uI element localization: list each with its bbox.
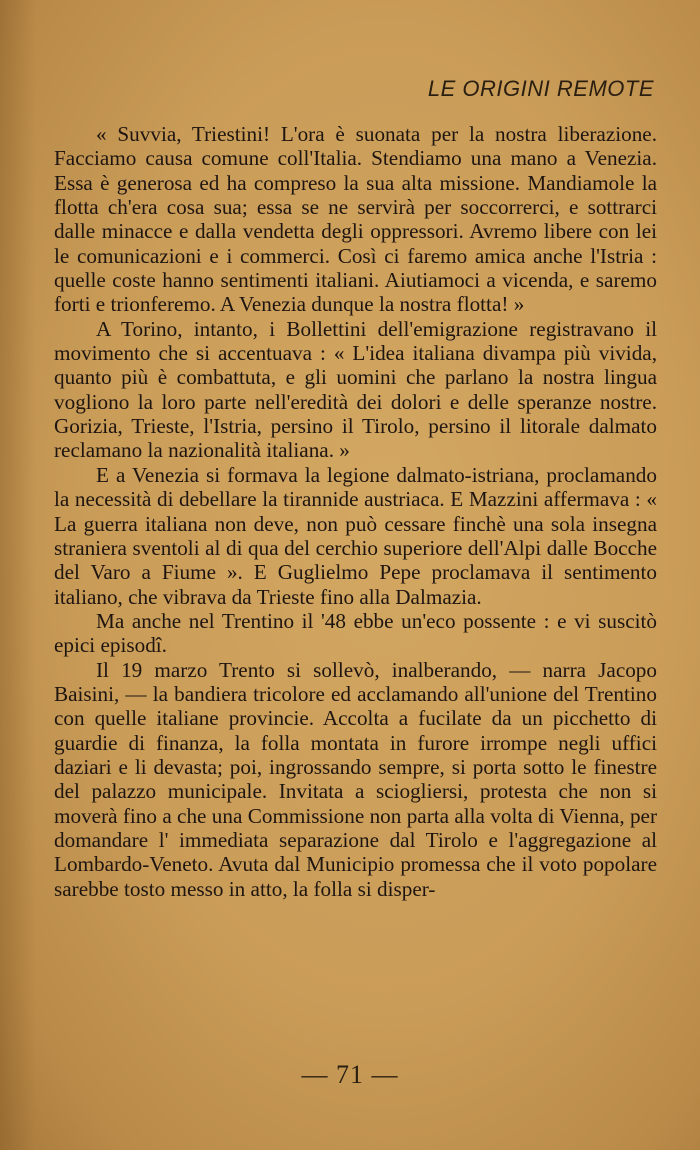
paragraph: A Torino, intanto, i Bollettini dell'emigrazione registravano il movimento che si accentuava : « L'idea italiana divampa più vivida, quanto più è combattuta, e gli uomini che parlano la nostra lingua vogliono la loro parte nell'eredità dei dolori e delle speranze nostre. Gorizia, Trieste, l'Istria, persino il Tirolo, persino il litorale dalmato reclamano la nazionalità italiana. » xyxy=(54,316,657,463)
paragraph: Il 19 marzo Trento si sollevò, inalberando, — narra Jacopo Baisini, — la bandiera tricolore ed acclamando all'unione del Trentino con quelle italiane provincie. Accolta a fucilate da un picchetto di guardie di finanza, la folla montata in furore irrompe negli uffici daziari e li devasta; poi, ingrossando sempre, si porta sotto le finestre del palazzo municipale. Invitata a sciogliersi, protesta che non si moverà fino a che una Commissione non parta alla volta di Vienna, per domandare l' immediata separazione dal Tirolo e l'aggregazione al Lombardo-Veneto. Avuta dal Municipio promessa che il voto popolare sarebbe tosto messo in atto, la folla si disper- xyxy=(54,657,657,901)
paragraph: E a Venezia si formava la legione dalmato-istriana, proclamando la necessità di debellare la tirannide austriaca. E Mazzini affermava : « La guerra italiana non deve, non può cessare finchè una sola insegna straniera sventoli al di qua del cerchio superiore dell'Alpi dalle Bocche del Varo a Fiume ». E Guglielmo Pepe proclamava il sentimento italiano, che vibrava da Trieste fino alla Dalmazia. xyxy=(54,462,657,609)
running-title: LE ORIGINI REMOTE xyxy=(427,76,654,101)
paragraph: Ma anche nel Trentino il '48 ebbe un'eco possente : e vi suscitò epici episodî. xyxy=(54,608,657,658)
page-number: — 71 — xyxy=(301,1060,399,1089)
page-edge-shadow xyxy=(0,0,36,1150)
body-text xyxy=(54,122,657,901)
paragraph: « Suvvia, Triestini! L'ora è suonata per la nostra liberazione. Facciamo causa comune coll'Italia. Stendiamo una mano a Venezia. Essa è generosa ed ha compreso la sua alta missione. Mandiamole la flotta ch'era cosa sua; essa se ne servirà per soccorrerci, e sottrarci dalle minacce e dalla vendetta degli oppressori. Avremo libere con lei le comunicazioni e i commerci. Così ci faremo amica anche l'Istria : quelle coste hanno sentimenti italiani. Aiutiamoci a vicenda, e saremo forti e trionferemo. A Venezia dunque la nostra flotta! » xyxy=(54,122,657,317)
